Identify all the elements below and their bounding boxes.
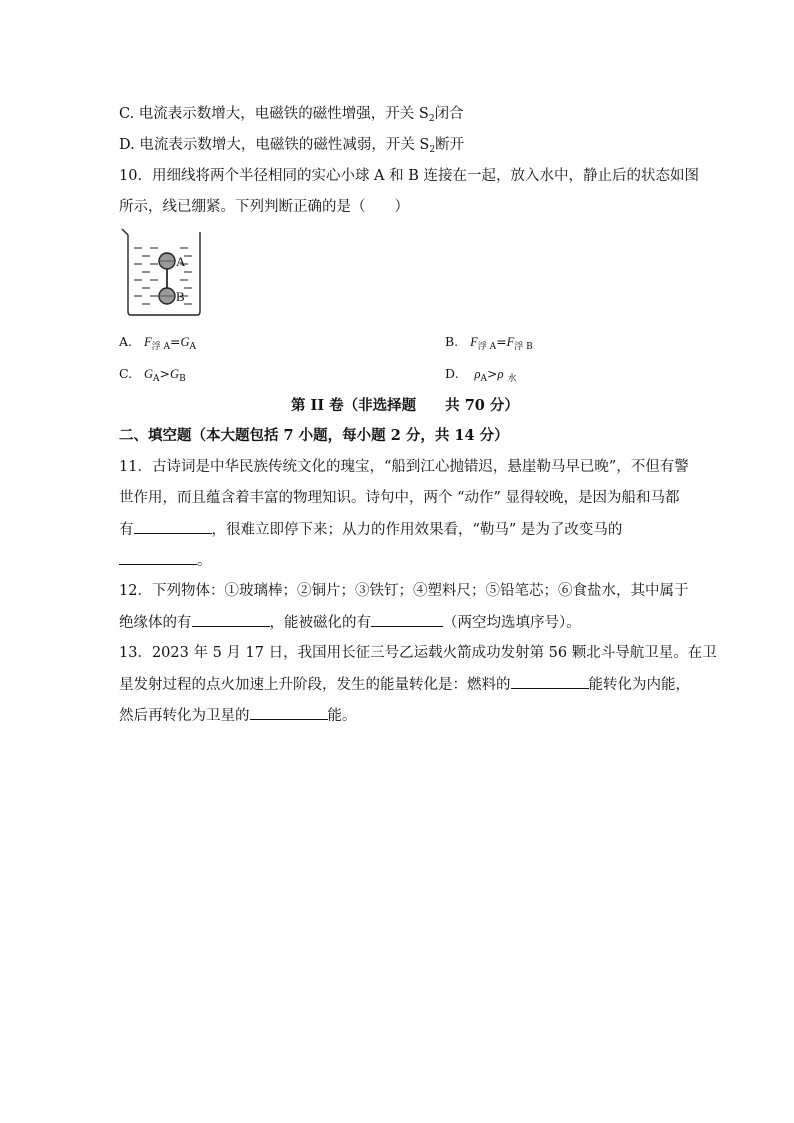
q9-option-c (119, 104, 464, 129)
ball-a-label: A (176, 254, 186, 269)
q13-line3: 然后再转化为卫星的 能。 (119, 705, 357, 726)
q9-option-d-text: D. 电流表示数增大，电磁铁的磁性减弱，开关 S (119, 137, 430, 153)
q13-line1: 13．2023 年 5 月 17 日，我国用长征三号乙运载火箭成功发射第 56 颗北斗导航卫星。在卫 (119, 645, 717, 661)
q12-blank-1[interactable] (192, 612, 270, 627)
q10-stem-line1: 10．用细线将两个半径相同的实心小球 A 和 B 连接在一起，放入水中，静止后的状态如图 (119, 168, 700, 184)
q10-option-b: B. $F_{浮 A}=F_{浮 B}$ (445, 334, 533, 352)
q9-option-d (119, 135, 464, 160)
q9-option-c-text: C. 电流表示数增大，电磁铁的磁性增强，开关 S (119, 106, 429, 122)
q12-blank-2[interactable] (371, 612, 443, 627)
q9-option-c-subscript: 2 (428, 114, 435, 124)
q12-line1: 12．下列物体：①玻璃棒；②铜片；③铁钉；④塑料尺；⑤铅笔芯；⑥食盐水，其中属于 (119, 583, 689, 599)
q10-option-a: A. $F_{浮 A}=G_A$ (119, 334, 196, 352)
q11-line4: 。 (119, 550, 212, 571)
q9-option-d-text-end: 断开 (435, 137, 465, 153)
ball-b-label: B (176, 289, 185, 304)
q10-stem-line2: 所示，线已绷紧。下列判断正确的是（ ） (119, 199, 409, 215)
q11-blank-2[interactable] (119, 550, 197, 565)
beaker-illustration (120, 226, 204, 318)
section-title: 第 II 卷（非选择题 共 70 分） (291, 397, 519, 414)
section-heading: 二、填空题（本大题包括 7 小题，每小题 2 分，共 14 分） (119, 427, 509, 444)
q11-blank-1[interactable] (134, 519, 212, 534)
q11-line3: 有 ，很难立即停下来；从力的作用效果看，“勒马” 是为了改变马的 (119, 519, 622, 540)
q9-option-c-text-end: 闭合 (434, 106, 464, 122)
q12-line2: 绝缘体的有 ，能被磁化的有 （两空均选填序号）。 (119, 612, 581, 633)
q11-line2: 世作用，而且蕴含着丰富的物理知识。诗句中，两个 “动作” 显得较晚，是因为船和马都 (119, 490, 680, 506)
q13-line2: 星发射过程的点火加速上升阶段，发生的能量转化是：燃料的 能转化为内能， (119, 674, 690, 695)
q13-blank-1[interactable] (511, 674, 589, 689)
q10-option-c: C. $G_A>G_B$ (119, 366, 186, 384)
q11-line1: 11．古诗词是中华民族传统文化的瑰宝，“船到江心抛错迟，悬崖勒马早已晚”，不但有警 (119, 459, 689, 475)
q10-option-d: D. $\rho_A>\rho$ $_水$ (445, 366, 517, 384)
q9-option-d-subscript: 2 (429, 145, 436, 155)
beaker-figure (120, 226, 204, 318)
q13-blank-2[interactable] (250, 705, 328, 720)
